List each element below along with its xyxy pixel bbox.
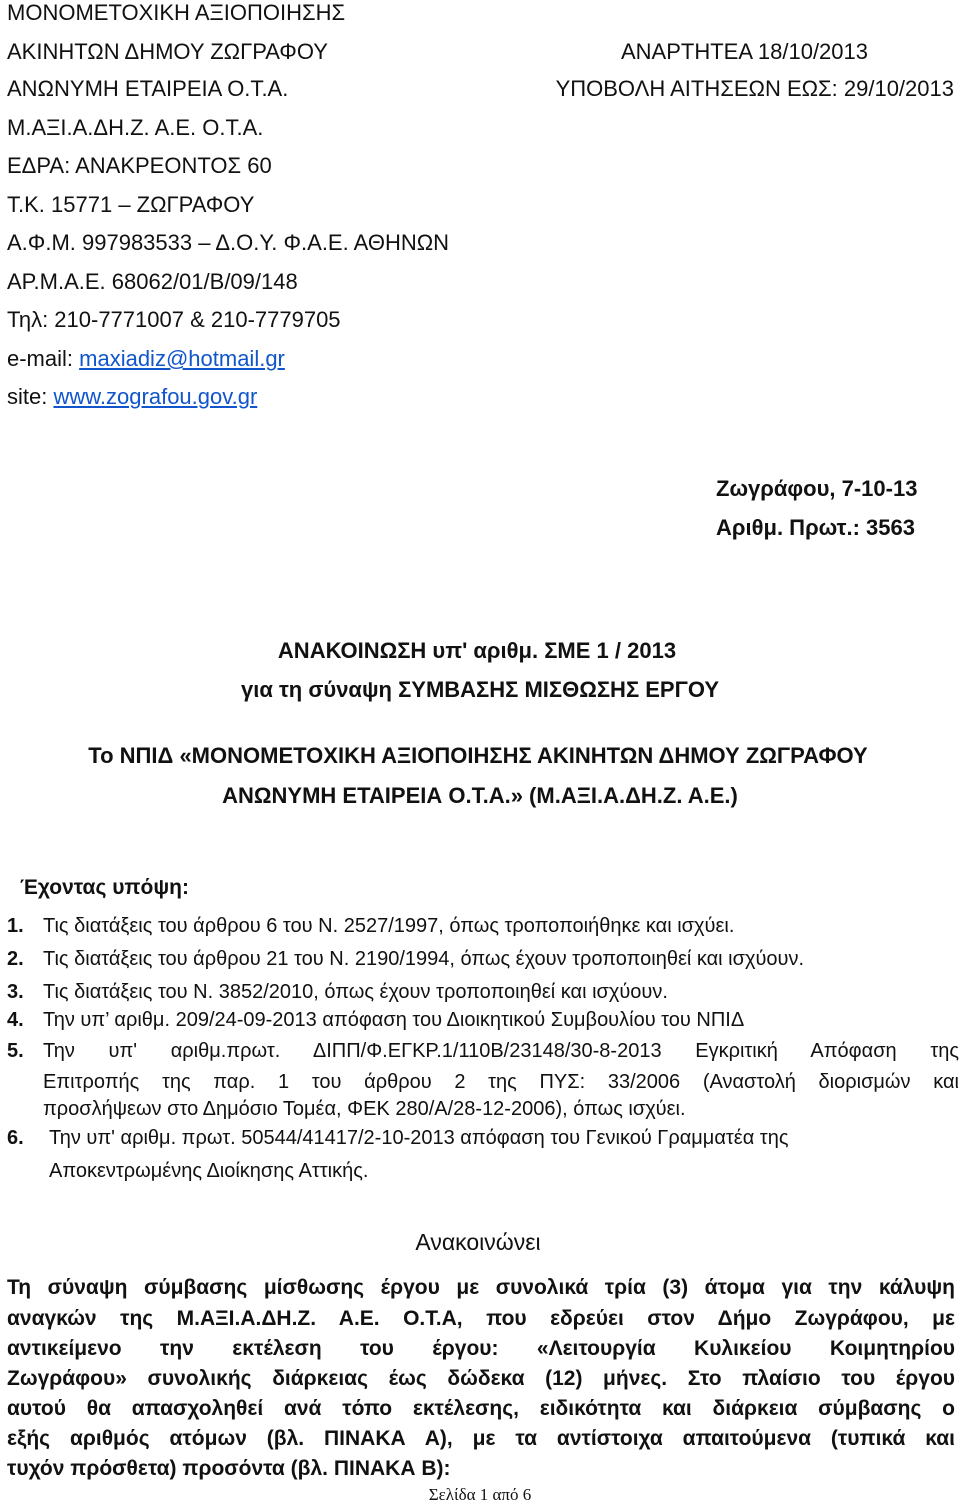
org-line: Α.Φ.Μ. 997983533 – Δ.Ο.Υ. Φ.Α.Ε. ΑΘΗΝΩΝ [7,230,450,255]
entity-line-1: Το ΝΠΙΔ «ΜΟΝΟΜΕΤΟΧΙΚΗ ΑΞΙΟΠΟΙΗΣΗΣ ΑΚΙΝΗΤΩΝ ΔΗΜΟΥ ΖΩΓΡΑΦΟΥ [88,743,868,768]
body-line: Ζωγράφου» συνολικής διάρκειας έως δώδεκα (12) μήνες. Στο πλαίσιο του έργου [7,1367,955,1390]
body-line: αυτού θα απασχοληθεί ανά τόπο εκτέλεσης, ειδικότητα και διάρκεια σύμβασης ο [7,1397,955,1420]
site-line [7,384,257,410]
body-line: εξής αριθμός ατόμων (βλ. ΠΙΝΑΚΑ Α), με τα αντίστοιχα απαιτούμενα (τυπικά και [7,1427,955,1450]
list-number: 3. [7,981,24,1003]
site-link[interactable]: www.zografou.gov.gr [53,384,258,409]
list-text: Την υπ’ αριθμ. 209/24-09-2013 απόφαση του Διοικητικού Συμβουλίου του ΝΠΙΔ [43,1009,745,1031]
list-text: προσλήψεων στο Δημόσιο Τομέα, ΦΕΚ 280/Α/28-12-2006), όπως ισχύει. [43,1098,686,1120]
body-line: τυχόν πρόσθετα) προσόντα (βλ. ΠΙΝΑΚΑ Β): [7,1457,451,1480]
email-line [7,346,285,372]
list-number: 1. [7,915,24,937]
org-line: ΑΝΩΝΥΜΗ ΕΤΑΙΡΕΙΑ Ο.Τ.Α. [7,76,289,101]
list-text: Τις διατάξεις του άρθρου 21 του Ν. 2190/1994, όπως έχουν τροποποιηθεί και ισχύουν. [43,948,805,970]
list-number: 4. [7,1009,24,1031]
announces-heading: Ανακοινώνει [415,1229,541,1255]
org-line: Μ.ΑΞΙ.Α.ΔΗ.Ζ. Α.Ε. Ο.Τ.Α. [7,115,264,140]
announcement-title: ΑΝΑΚΟΙΝΩΣΗ υπ' αριθμ. ΣΜΕ 1 / 2013 [277,638,677,663]
considering-heading: Έχοντας υπόψη: [20,876,189,899]
body-line: αναγκών της Μ.ΑΞΙ.Α.ΔΗ.Ζ. Α.Ε. Ο.Τ.Α, που εδρεύει στον Δήμο Ζωγράφου, με [7,1307,955,1330]
list-number: 6. [7,1127,24,1149]
org-line: Τηλ: 210-7771007 & 210-7779705 [7,307,341,332]
list-text: Την υπ' αριθμ. πρωτ. 50544/41417/2-10-2013 απόφαση του Γενικού Γραμματέα της [49,1127,789,1149]
list-number: 2. [7,948,24,970]
list-text: Τις διατάξεις του άρθρου 6 του Ν. 2527/1997, όπως τροποποιήθηκε και ισχύει. [43,915,735,937]
list-text: Αποκεντρωμένης Διοίκησης Αττικής. [49,1160,369,1182]
org-line: ΑΚΙΝΗΤΩΝ ΔΗΜΟΥ ΖΩΓΡΑΦΟΥ [7,39,328,64]
deadline-date: ΥΠΟΒΟΛΗ ΑΙΤΗΣΕΩΝ ΕΩΣ: 29/10/2013 [555,76,954,101]
list-text: Την υπ' αριθμ.πρωτ. ΔΙΠΠ/Φ.ΕΓΚΡ.1/110Β/23148/30-8-2013 Εγκριτική Απόφαση της [43,1040,959,1062]
page-number: Σελίδα 1 από 6 [428,1485,532,1504]
body-line: αντικείμενο την εκτέλεση του έργου: «Λειτουργία Κυλικείου Κοιμητηρίου [7,1337,955,1360]
place-date: Ζωγράφου, 7-10-13 [716,476,918,501]
list-text: Τις διατάξεις του Ν. 3852/2010, όπως έχουν τροποποιηθεί και ισχύουν. [43,981,668,1003]
posted-date: ΑΝΑΡΤΗΤΕΑ 18/10/2013 [620,39,868,64]
email-label: e-mail: [7,346,74,371]
body-line: Τη σύναψη σύμβασης μίσθωσης έργου με συνολικά τρία (3) άτομα για την κάλυψη [7,1276,955,1299]
email-link[interactable]: maxiadiz@hotmail.gr [79,346,285,371]
org-line: ΕΔΡΑ: ΑΝΑΚΡΕΟΝΤΟΣ 60 [7,153,272,178]
site-label: site: [7,384,48,409]
protocol-number: Αριθμ. Πρωτ.: 3563 [716,515,915,540]
org-line: ΑΡ.Μ.Α.Ε. 68062/01/Β/09/148 [7,269,298,294]
entity-line-2: ΑΝΩΝΥΜΗ ΕΤΑΙΡΕΙΑ Ο.Τ.Α.» (Μ.ΑΞΙ.Α.ΔΗ.Ζ. Α.Ε.) [222,783,738,808]
list-number: 5. [7,1040,24,1062]
list-text: Επιτροπής της παρ. 1 του άρθρου 2 της ΠΥΣ: 33/2006 (Αναστολή διορισμών και [43,1071,959,1093]
org-line: ΜΟΝΟΜΕΤΟΧΙΚΗ ΑΞΙΟΠΟΙΗΣΗΣ [7,0,346,25]
announcement-subtitle: για τη σύναψη ΣΥΜΒΑΣΗΣ ΜΙΣΘΩΣΗΣ ΕΡΓΟΥ [240,677,720,702]
org-line: Τ.Κ. 15771 – ΖΩΓΡΑΦΟΥ [7,192,255,217]
